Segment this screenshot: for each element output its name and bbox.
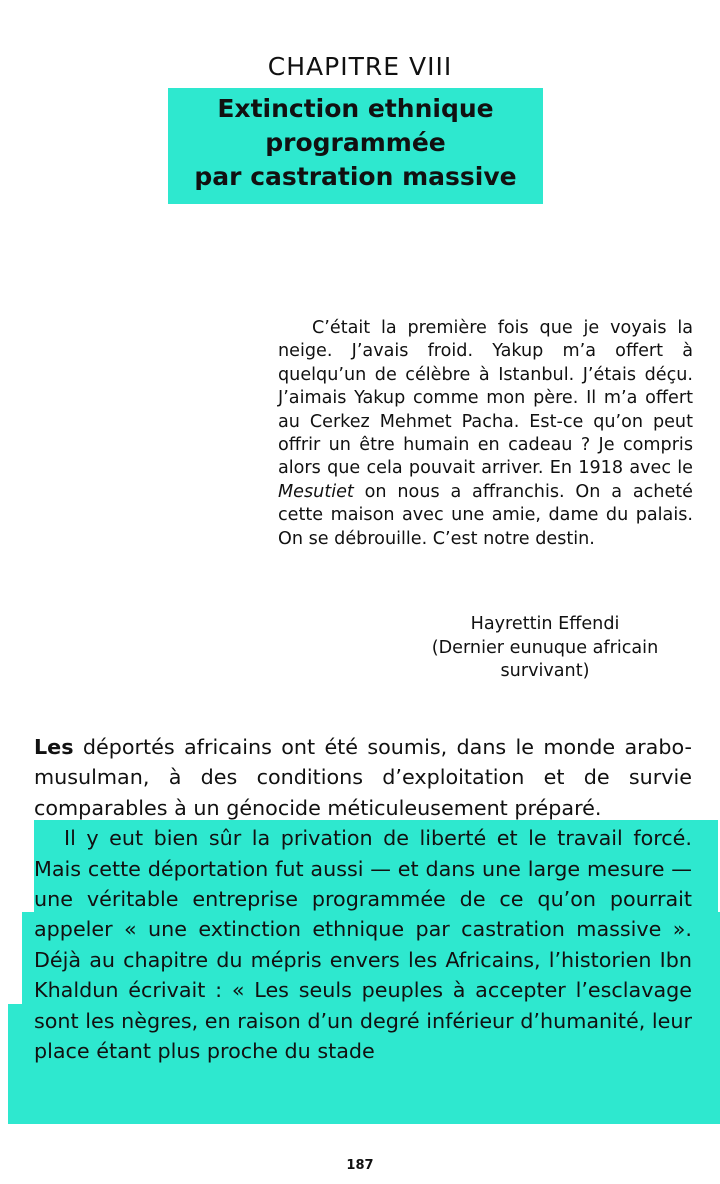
chapter-title-line: Extinction ethnique bbox=[217, 94, 494, 123]
body-text bbox=[34, 732, 692, 1066]
epigraph-text-start: C’était la première fois que je voyais la neige. J’avais froid. Yakup m’a offert à quelqu’un de célèbre à Istanbul. J’étais déçu. J’aimais Yakup comme mon père. Il m’a offert au Cerkez Mehmet Pacha. Est-ce qu’on peut offrir un être humain en cadeau ? Je compris alors que cela pouvait arriver. En 1918 avec le bbox=[278, 318, 693, 479]
drop-lead-word: Les bbox=[34, 735, 74, 759]
body-paragraph: Il y eut bien sûr la privation de liberté et le travail forcé. Mais cette déportation fut aussi — et dans une large mesure — une véritable entreprise programmée de ce qu’on pourrait appeler « une extinction ethnique par castration massive ». Déjà au chapitre du mépris envers les Africains, l’historien Ibn Khaldun écrivait : « Les seuls peuples à accepter l’esclavage sont les nègres, en raison d’un degré inférieur d’humanité, leur place étant plus proche du stade bbox=[34, 826, 692, 1064]
epigraph-text-end: on nous a affranchis. On a acheté cette maison avec une amie, dame du palais. On se débrouille. C’est notre destin. bbox=[278, 481, 693, 549]
page-number: 187 bbox=[346, 1158, 374, 1173]
chapter-title bbox=[168, 92, 543, 194]
attribution-role: survivant) bbox=[500, 661, 590, 681]
attribution-role: (Dernier eunuque africain bbox=[431, 637, 659, 658]
epigraph-text bbox=[278, 317, 693, 551]
epigraph-quote bbox=[278, 317, 693, 551]
epigraph-emphasis: Mesutiet bbox=[278, 481, 354, 502]
body-paragraph bbox=[34, 732, 692, 823]
attribution-name: Hayrettin Effendi bbox=[470, 614, 620, 634]
chapter-title-line: par castration massive bbox=[194, 162, 517, 191]
body-paragraph-text: déportés africains ont été soumis, dans le monde arabo-musulman, à des conditions d’exploitation et de survie comparables à un génocide méticuleusement préparé. bbox=[34, 735, 692, 820]
epigraph-attribution bbox=[410, 613, 680, 684]
chapter-label: CHAPITRE VIII bbox=[267, 52, 453, 81]
chapter-title-line: programmée bbox=[265, 128, 446, 157]
